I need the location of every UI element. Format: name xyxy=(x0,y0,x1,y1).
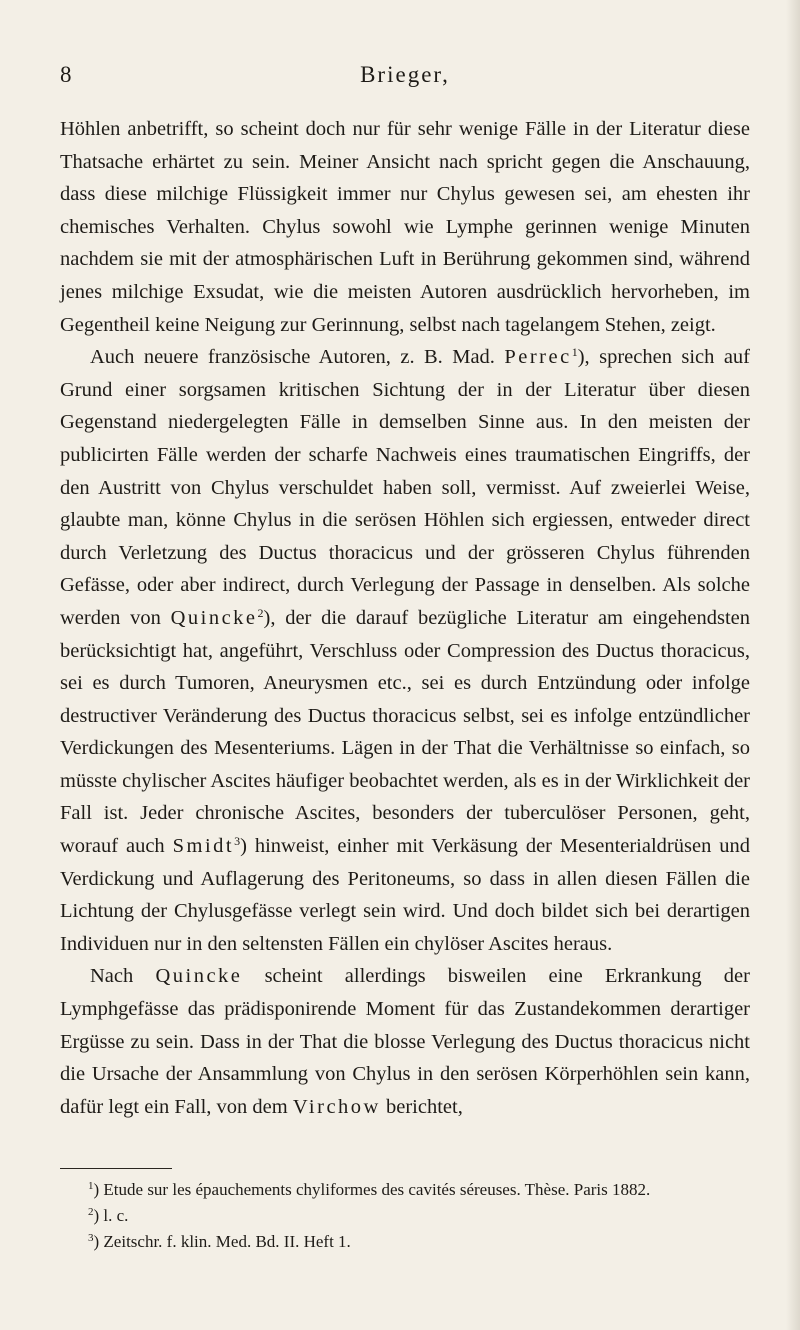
footnote-3 xyxy=(88,1229,748,1255)
paragraph-2-text-b: ), sprechen sich auf Grund einer sorgsamen kritischen Sichtung der in der Literatur über diesen Gegenstand niedergelegten Fälle in demselben Sinne aus. In den meisten der publicirten Fälle werden der scharfe Nachweis eines traumatischen Eingriffs, der den Austritt von Chylus verschuldet haben soll, vermisst. Auf zweierlei Weise, glaubte man, könne Chylus in die serösen Höhlen sich ergiessen, entweder direct durch Verletzung des Ductus thoracicus und der grösseren Chylus führenden Gefässe, oder aber indirect, durch Verlegung der Passage in denselben. Als solche werden von xyxy=(60,346,750,629)
paragraph-3-text-b: scheint allerdings bisweilen eine Erkrankung der Lymphgefässe das prädisponirende Moment für das Zustandekommen derartiger Ergüsse zu sein. Dass in der That die blosse Verlegung des Ductus thoracicus nicht die Ursache der Ansammlung von Chylus in den serösen Körperhöhlen sein kann, dafür legt ein Fall, von dem xyxy=(60,965,750,1118)
footnote-2-text: ) l. c. xyxy=(93,1206,129,1225)
footnote-ref-2: 2 xyxy=(257,605,264,620)
footnote-1-text: ) Etude sur les épauchements chyliformes des cavités séreuses. Thèse. Paris 1882. xyxy=(93,1180,651,1199)
footnote-ref-3: 3 xyxy=(234,834,241,849)
footnotes xyxy=(88,1177,748,1255)
author-name-perrec: Perrec xyxy=(504,346,572,369)
paragraph-1-text: Höhlen anbetrifft, so scheint doch nur für sehr wenige Fälle in der Literatur diese Thatsache erhärtet zu sein. Meiner Ansicht nach spricht gegen die Anschauung, dass diese milchige Flüssigkeit immer nur Chylus gewesen sei, am ehesten ihr chemisches Verhalten. Chylus sowohl wie Lymphe gerinnen wenige Minuten nachdem sie mit der atmosphärischen Luft in Berührung gekommen sind, während jenes milchige Exsudat, wie die meisten Autoren ausdrücklich hervorheben, im Gegentheil keine Neigung zur Gerinnung, selbst nach tagelangem Stehen, zeigt. xyxy=(60,118,750,336)
footnote-1-mark: 1 xyxy=(88,1180,94,1192)
footnote-3-text: ) Zeitschr. f. klin. Med. Bd. II. Heft 1. xyxy=(93,1232,351,1251)
author-name-virchow: Virchow xyxy=(292,1095,381,1118)
footnote-rule xyxy=(60,1168,172,1169)
paragraph-2 xyxy=(60,341,750,960)
running-head: Brieger, xyxy=(360,62,450,87)
paragraph-2-text-c: ), der die darauf bezügliche Literatur am eingehendsten berücksichtigt hat, angeführt, Verschluss oder Compression des Ductus thoracicus, sei es durch Tumoren, Aneurysmen etc., sei es durch Entzündung oder infolge destructiver Veränderung des Ductus thoracicus selbst, sei es infolge entzündlicher Verdickungen des Mesenteriums. Lägen in der That die Verhältnisse so einfach, so müsste chylischer Ascites häufiger beobachtet werden, als es in der Wirklichkeit der Fall ist. Jeder chronische Ascites, besonders der tuberculöser Personen, geht, worauf auch xyxy=(60,606,750,858)
paragraph-1 xyxy=(60,113,750,341)
author-name-quincke-2: Quincke xyxy=(155,965,243,988)
paragraph-3-text-a: Nach xyxy=(90,965,156,988)
paragraph-2-text-d: ) hinweist, einher mit Verkäsung der Mesenterialdrüsen und Verdickung und Auflagerung des Peritoneums, so dass in allen diesen Fällen die Lichtung der Chylusgefässe verlegt sein wird. Und doch bildet sich bei derartigen Individuen nur in den seltensten Fällen ein chylöser Ascites heraus. xyxy=(60,835,750,955)
footnote-1 xyxy=(88,1177,748,1203)
body-text xyxy=(60,113,750,1123)
paragraph-3 xyxy=(60,960,750,1123)
author-name-quincke: Quincke xyxy=(170,606,258,629)
author-name-smidt: Smidt xyxy=(172,835,235,858)
paragraph-3-text-c: berichtet, xyxy=(380,1095,463,1118)
paragraph-2-text-a: Auch neuere französische Autoren, z. B. Mad. xyxy=(90,346,505,369)
footnote-ref-1: 1 xyxy=(571,345,578,360)
footnote-3-mark: 3 xyxy=(88,1232,94,1244)
page-header xyxy=(60,62,750,92)
page-number: 8 xyxy=(60,62,72,87)
footnote-2-mark: 2 xyxy=(88,1206,94,1218)
page-edge-shadow xyxy=(786,0,800,1330)
footnote-2 xyxy=(88,1203,748,1229)
